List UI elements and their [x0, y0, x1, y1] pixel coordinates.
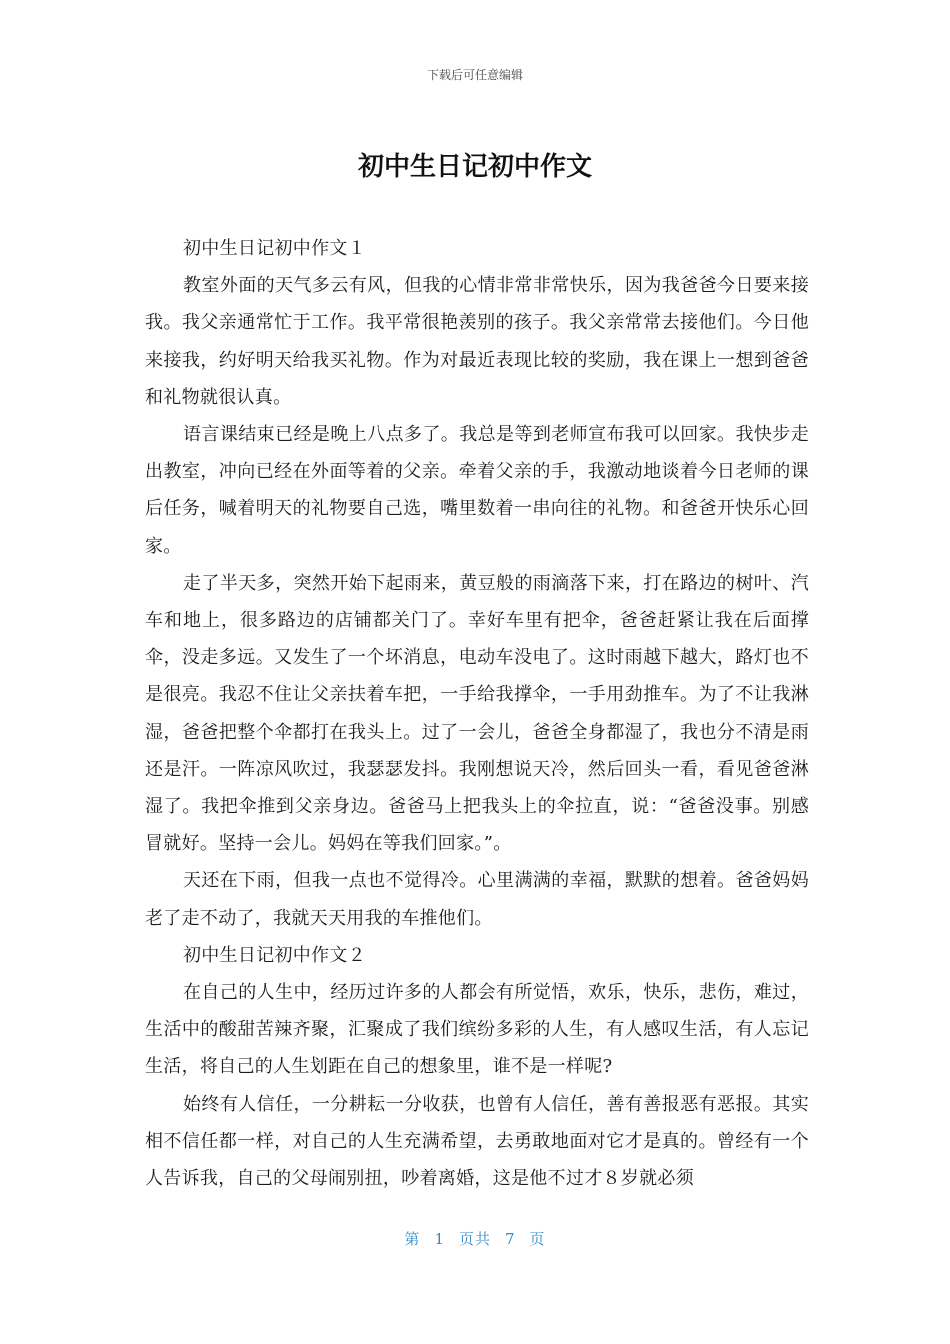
page-prefix: 第: [404, 1230, 421, 1248]
page-middle: 页共: [458, 1230, 491, 1248]
document-body: [145, 230, 809, 1197]
paragraph: 语言课结束已经是晚上八点多了。我总是等到老师宣布我可以回家。我快步走出教室，冲向已经在外面等着的父亲。牵着父亲的手，我激动地谈着今日老师的课后任务，喊着明天的礼物要自己选，嘴里数着一串向往的礼物。和爸爸开快乐心回家。: [145, 424, 809, 557]
paragraph: 在自己的人生中，经历过许多的人都会有所觉悟，欢乐，快乐，悲伤，难过，生活中的酸甜苦辣齐聚，汇聚成了我们缤纷多彩的人生，有人感叹生活，有人忘记生活，将自己的人生划距在自己的想象里，谁不是一样呢?: [145, 982, 809, 1078]
page-footer: [0, 1228, 950, 1249]
section-heading-1: 初中生日记初中作文１: [183, 238, 366, 259]
current-page-number: 1: [434, 1230, 445, 1248]
paragraph: 走了半天多，突然开始下起雨来，黄豆般的雨滴落下来，打在路边的树叶、汽车和地上，很多路边的店铺都关门了。幸好车里有把伞，爸爸赶紧让我在后面撑伞，没走多远。又发生了一个坏消息，电动车没电了。这时雨越下越大，路灯也不是很亮。我忍不住让父亲扶着车把，一手给我撑伞，一手用劲推车。为了不让我淋湿，爸爸把整个伞都打在我头上。过了一会儿，爸爸全身都湿了，我也分不清是雨还是汗。一阵凉风吹过，我瑟瑟发抖。我刚想说天冷，然后回头一看，看见爸爸淋湿了。我把伞推到父亲身边。爸爸马上把我头上的伞拉直，说：“爸爸没事。别感冒就好。坚持一会儿。妈妈在等我们回家。”。: [145, 572, 809, 855]
paragraph: 始终有人信任，一分耕耘一分收获，也曾有人信任，善有善报恶有恶报。其实相不信任都一样，对自己的人生充满希望，去勇敢地面对它才是真的。曾经有一个人告诉我，自己的父母闹别扭，吵着离婚，这是他不过才８岁就必须: [145, 1093, 809, 1190]
paragraph: 教室外面的天气多云有风，但我的心情非常非常快乐，因为我爸爸今日要来接我。我父亲通常忙于工作。我平常很艳羡别的孩子。我父亲常常去接他们。今日他来接我，约好明天给我买礼物。作为对最近表现比较的奖励，我在课上一想到爸爸和礼物就很认真。: [145, 275, 809, 408]
section-heading-2: 初中生日记初中作文２: [183, 944, 366, 966]
header-note: 下载后可任意编辑: [426, 68, 523, 82]
paragraph: 天还在下雨，但我一点也不觉得冷。心里满满的幸福，默默的想着。爸爸妈妈老了走不动了，我就天天用我的车推他们。: [145, 870, 809, 929]
page-suffix: 页: [529, 1230, 546, 1248]
document-title: 初中生日记初中作文: [357, 152, 592, 182]
total-pages-number: 7: [505, 1230, 516, 1248]
